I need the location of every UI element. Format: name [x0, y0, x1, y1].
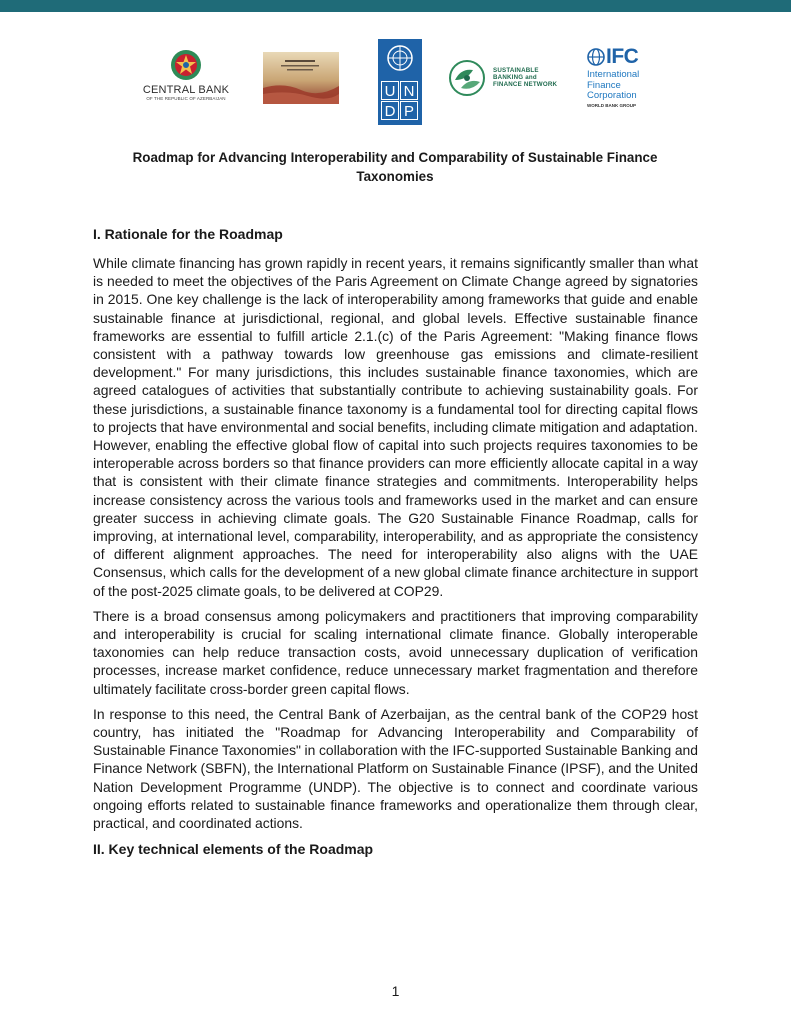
central-bank-subtitle: OF THE REPUBLIC OF AZERBAIJAN: [146, 96, 226, 101]
paragraph: There is a broad consensus among policymakers and practitioners that improving comparability and interoperability is crucial for scaling international climate finance. Globally interoperable taxonomies can help reduce transaction costs, avoid unnecessary duplication of verification processes, increase market confidence, reduce unnecessary market fragmentation and therefore ultimately facilitate cross-border green capital flows.: [93, 607, 698, 697]
ifc-globe-icon: [587, 48, 605, 66]
ifc-wordmark: IFC: [606, 45, 639, 68]
sbfn-logo: [447, 58, 572, 100]
document-body: [93, 224, 698, 869]
undp-letter-p: P: [400, 101, 418, 120]
undp-letter-grid: [381, 81, 419, 121]
ifc-full-name-line-1: International: [587, 69, 640, 80]
section-heading-rationale: I. Rationale for the Roadmap: [93, 226, 283, 242]
ifc-full-name-line-3: Corporation: [587, 90, 637, 101]
un-globe-icon: [386, 44, 414, 72]
document-title: Roadmap for Advancing Interoperability and Comparability of Sustainable Finance Taxonomies: [132, 150, 658, 184]
partner-logos: [0, 36, 791, 130]
sbfn-line-2: BANKING and: [493, 74, 537, 81]
undp-letter-d: D: [381, 101, 399, 120]
ipsf-banner-icon: [263, 52, 339, 104]
undp-letter-n: N: [400, 81, 418, 100]
ifc-full-name: [587, 70, 639, 102]
sbfn-leaf-globe-icon: [447, 58, 487, 98]
page-number: 1: [391, 983, 400, 999]
ifc-full-name-line-2: Finance: [587, 79, 621, 91]
ifc-logo: [585, 46, 665, 114]
central-bank-logo: [130, 48, 242, 110]
sbfn-line-3: FINANCE NETWORK: [493, 81, 558, 88]
undp-logo: [378, 39, 422, 125]
top-accent-bar: [0, 0, 791, 12]
central-bank-emblem-icon: [169, 48, 203, 82]
ifc-group-label: WORLD BANK GROUP: [587, 103, 636, 108]
ipsf-logo: [263, 52, 339, 104]
section-heading-technical-elements: II. Key technical elements of the Roadmap: [93, 841, 374, 858]
sbfn-name: [493, 67, 557, 88]
central-bank-name: CENTRAL BANK: [142, 84, 230, 96]
paragraph: While climate financing has grown rapidly in recent years, it remains significantly smaller than what is needed to meet the objectives of the Paris Agreement on Climate Change agreed by signatories in 2015. One key challenge is the lack of interoperability among frameworks that guide and enable sustainable finance at jurisdictional, regional, and global levels. Effective sustainable finance frameworks are essential to fulfill article 2.1.(c) of the Paris Agreement: "Making finance flows consistent with a pathway towards low greenhouse gas emissions and climate-resilient development." For many jurisdictions, this includes sustainable finance taxonomies, which are agreed catalogues of activities that substantially contribute to achieving sustainability goals. For these jurisdictions, a sustainable finance taxonomy is a fundamental tool for directing capital flows to projects that have environmental and social benefits, including climate mitigation and adaptation. However, enabling the effective global flow of capital into such projects requires taxonomies to be interoperable across borders so that finance providers can more efficiently allocate capital in a way that is consistent with their climate finance strategies and commitments. Interoperability helps increase consistency across the various tools and frameworks used in the market and can ensure greater success in achieving climate goals. The G20 Sustainable Finance Roadmap, calls for improving, at international level, comparability, interoperability, and as appropriate the consistency of different alignment approaches. The need for interoperability also aligns with the UAE Consensus, which calls for the development of a new global climate finance architecture in support of the post-2025 climate goals, to be delivered at COP29.: [93, 255, 698, 599]
paragraph: In response to this need, the Central Bank of Azerbaijan, as the central bank of the COP29 host country, has initiated the "Roadmap for Advancing Interoperability and Comparability of Sustainable Finance Taxonomies" in collaboration with the IFC-supported Sustainable Banking and Finance Network (SBFN), the International Platform on Sustainable Finance (IPSF), and the United Nation Development Programme (UNDP). The objective is to connect and coordinate various ongoing efforts related to sustainable finance frameworks and operationalize them through clear, practical, and coordinated actions.: [93, 705, 698, 832]
sbfn-line-1: SUSTAINABLE: [493, 67, 539, 74]
undp-letter-u: U: [381, 81, 399, 100]
